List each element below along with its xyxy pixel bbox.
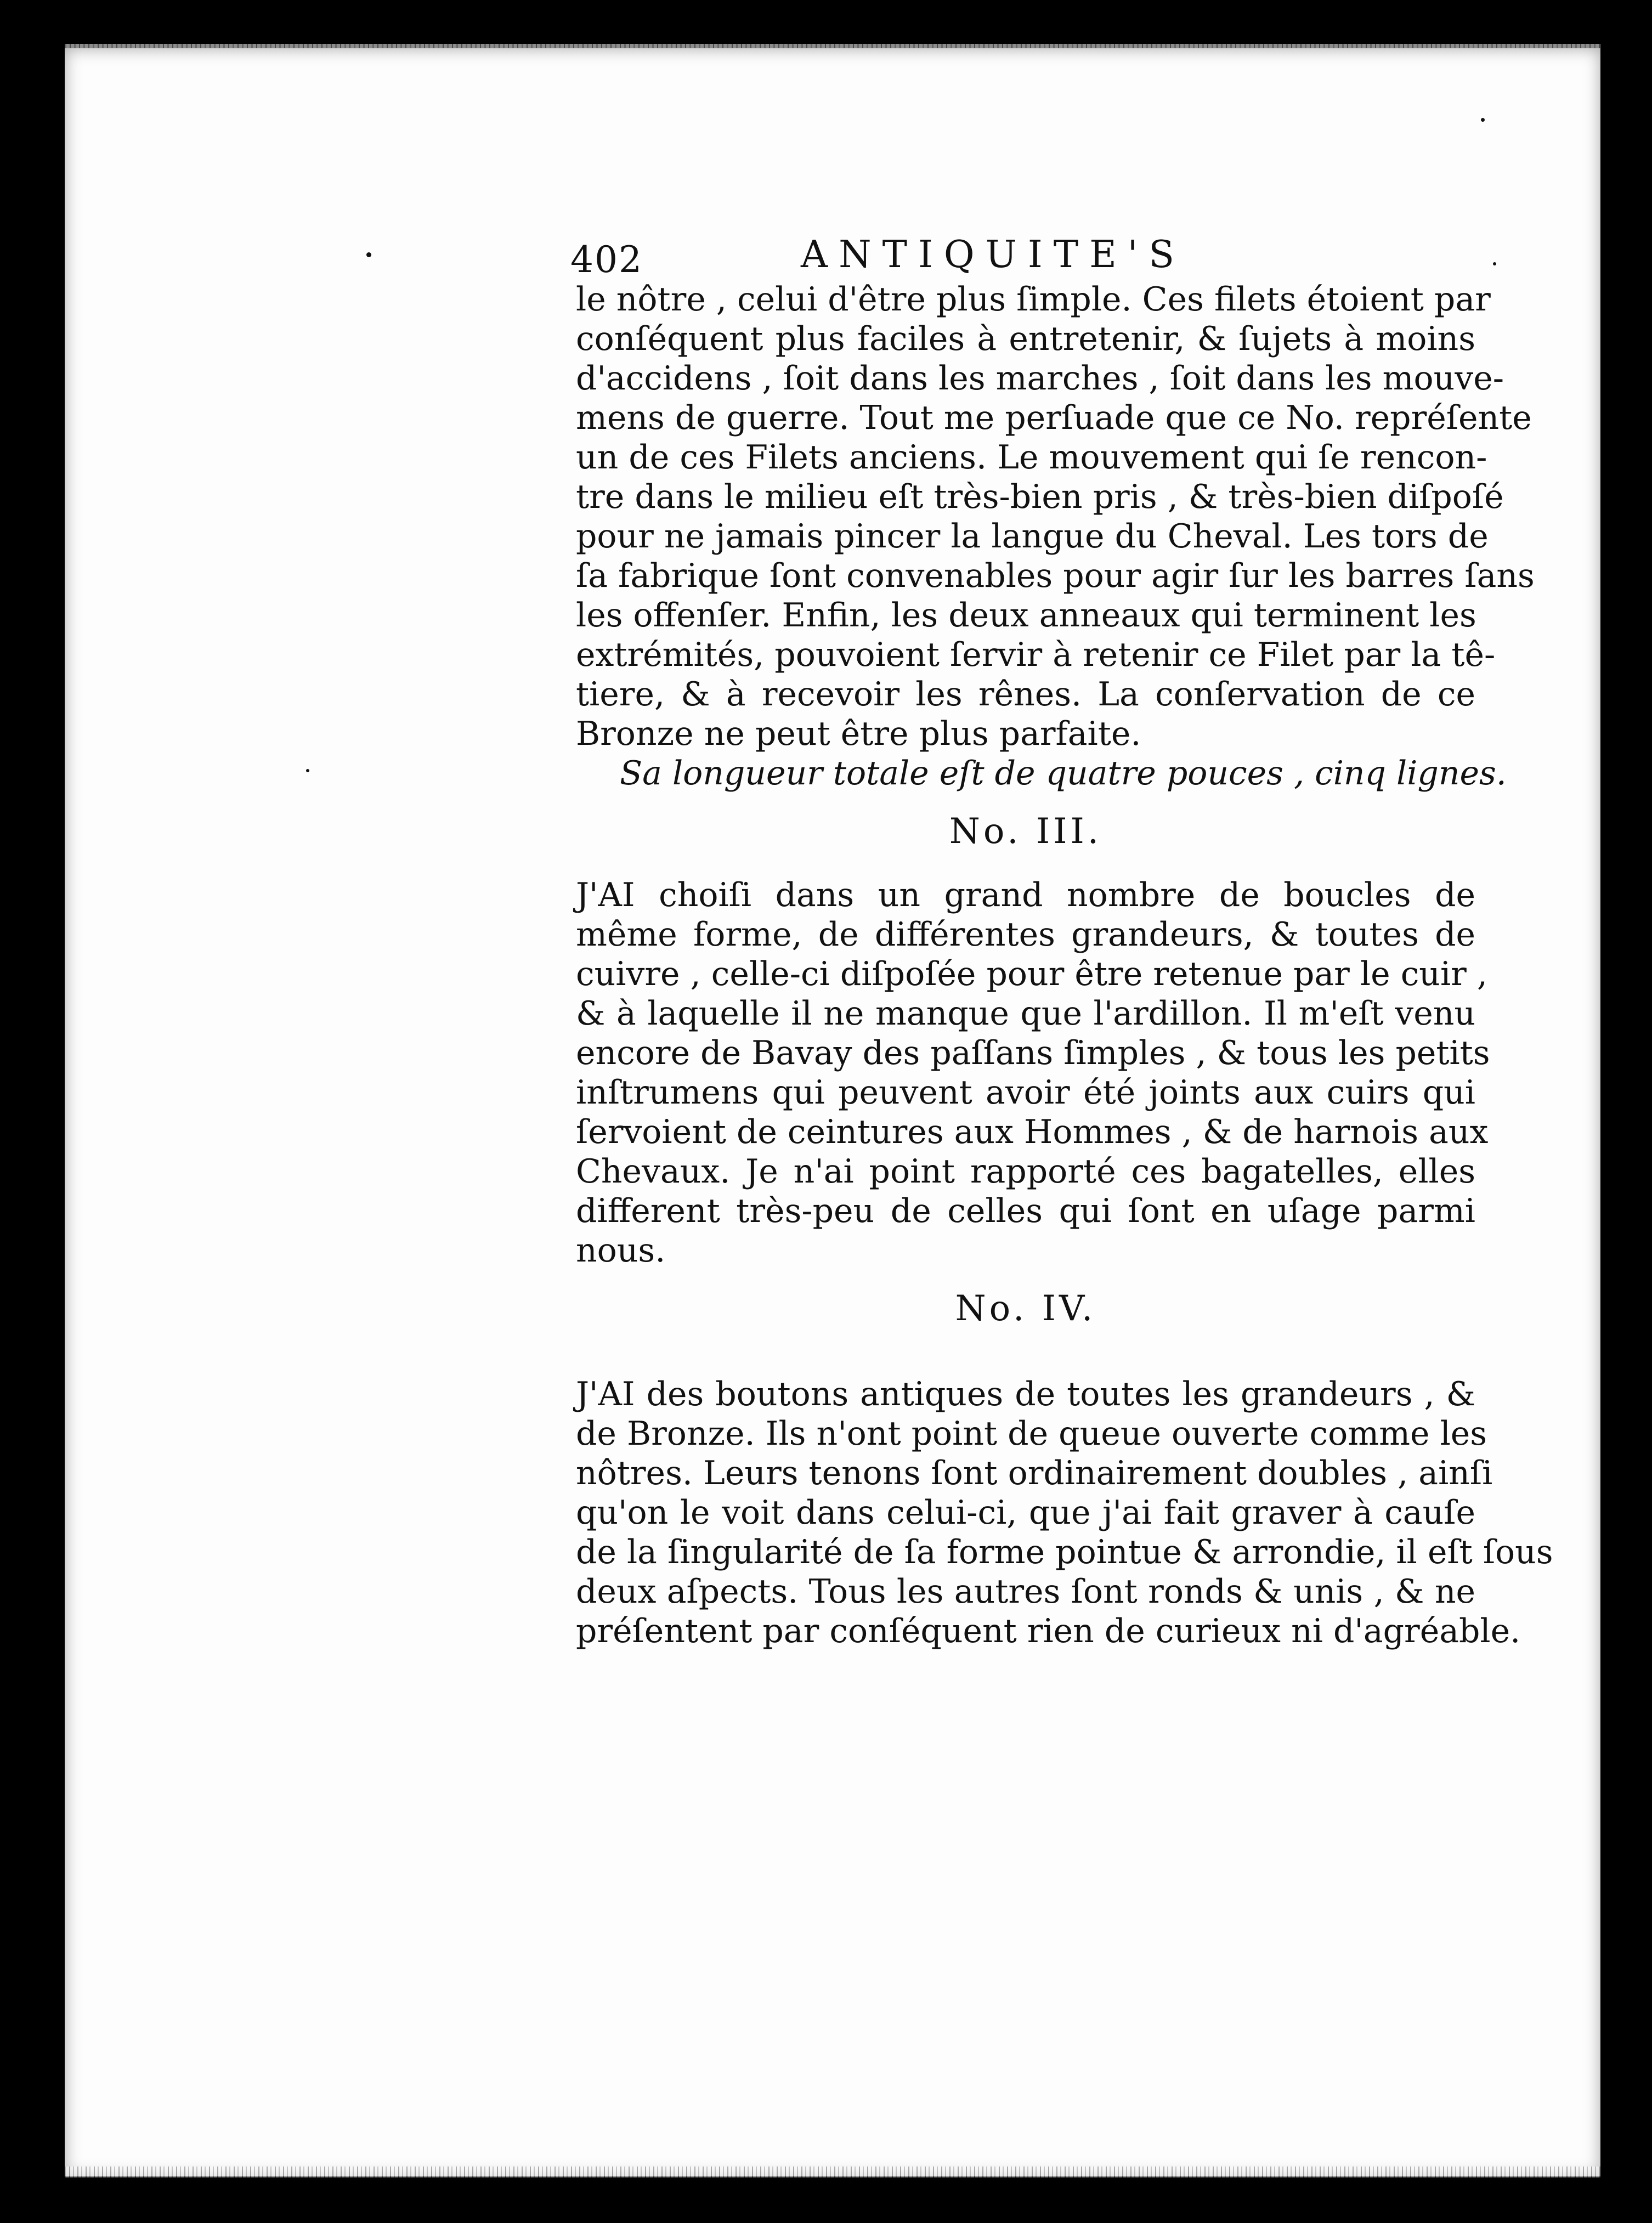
text-line: Chevaux. Je n'ai point rapporté ces bagatelles, elles [576, 1152, 1475, 1191]
text-line: conſéquent plus faciles à entretenir, & ſujets à moins [576, 320, 1475, 358]
text-line: d'accidens , ſoit dans les marches , ſoit dans les mouve- [576, 359, 1504, 398]
ink-speck [306, 769, 309, 772]
running-title: ANTIQUITE'S [801, 233, 1186, 276]
text-line: tiere, & à recevoir les rênes. La conſervation de ce [576, 675, 1475, 714]
page-number: 402 [570, 239, 643, 281]
ink-speck [1493, 262, 1496, 265]
text-line: un de ces Filets anciens. Le mouvement qui ſe rencon- [576, 438, 1487, 477]
spacer [576, 1353, 1475, 1374]
text-line: même forme, de différentes grandeurs, & toutes de [576, 915, 1475, 954]
text-line: pour ne jamais pincer la langue du Cheval. Les tors de [576, 517, 1489, 556]
text-line: les offenſer. Enfin, les deux anneaux qui terminent les [576, 596, 1476, 635]
text-line: ſervoient de ceintures aux Hommes , & de harnois aux [576, 1113, 1489, 1151]
running-header [570, 233, 1475, 281]
text-line: tre dans le milieu eſt très-bien pris , & très-bien diſpoſé [576, 478, 1504, 516]
text-line: encore de Bavay des paſſans ſimples , & tous les petits [576, 1034, 1490, 1072]
text-line: mens de guerre. Tout me perſuade que ce No. repréſente [576, 399, 1532, 437]
page-text [570, 233, 1553, 1651]
ink-speck [1481, 118, 1485, 122]
section-title-3: No. III. [949, 811, 1102, 852]
text-line: deux aſpects. Tous les autres ſont ronds & unis , & ne [576, 1572, 1475, 1611]
text-line: nôtres. Leurs tenons ſont ordinairement doubles , ainſi [576, 1454, 1493, 1492]
text-line: de la ſingularité de ſa forme pointue & arrondie, il eſt ſous [576, 1533, 1553, 1571]
text-line: qu'on le voit dans celui-ci, que j'ai fait graver à cauſe [576, 1494, 1475, 1532]
text-line: extrémités, pouvoient ſervir à retenir ce Filet par la tê- [576, 636, 1496, 674]
text-line: inſtrumens qui peuvent avoir été joints aux cuirs qui [576, 1073, 1475, 1112]
text-line: Bronze ne peut être plus parfaite. [576, 715, 1141, 753]
text-line: ſa fabrique ſont convenables pour agir ſur les barres ſans [576, 557, 1535, 595]
section-4-paragraph [576, 1374, 1553, 1651]
text-line: nous. [576, 1231, 666, 1270]
section-title-4: No. IV. [955, 1288, 1096, 1329]
text-line: cuivre , celle-ci diſpoſée pour être retenue par le cuir , [576, 955, 1487, 993]
section-3-paragraph [576, 875, 1490, 1270]
text-line: de Bronze. Ils n'ont point de queue ouverte comme les [576, 1415, 1487, 1453]
text-line: le nôtre , celui d'être plus ſimple. Ces filets étoient par [576, 280, 1491, 319]
page-edge-bottom [65, 2167, 1600, 2177]
text-line: J'AI des boutons antiques de toutes les grandeurs , & [576, 1375, 1475, 1413]
measure-note: Sa longueur totale eſt de quatre pouces , cinq lignes. [620, 754, 1507, 793]
text-line: J'AI choiſi dans un grand nombre de boucles de [576, 876, 1475, 914]
text-line: préſentent par conſéquent rien de curieux ni d'agréable. [576, 1612, 1521, 1650]
text-line: & à laquelle il ne manque que l'ardillon. Il m'eſt venu [576, 994, 1475, 1033]
ink-speck [366, 252, 371, 257]
intro-paragraph [576, 280, 1535, 793]
text-line: different très-peu de celles qui ſont en uſage parmi [576, 1192, 1475, 1230]
